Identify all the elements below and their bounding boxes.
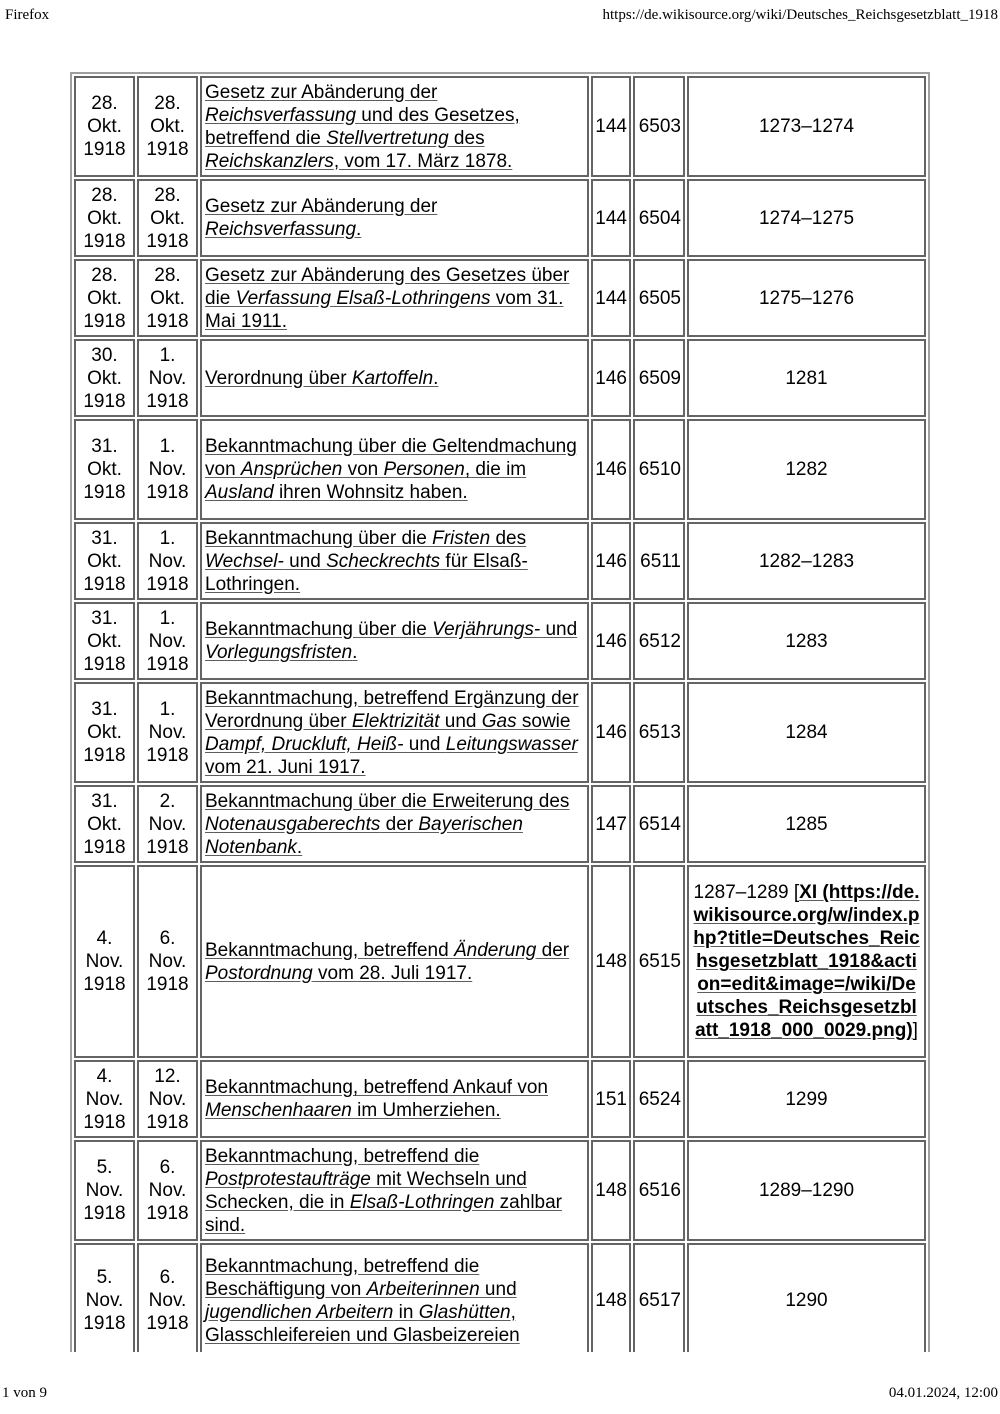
- table-row: [74, 339, 926, 417]
- cell-law-title: [200, 865, 589, 1058]
- cell-date-law: 28. Okt. 1918: [74, 259, 135, 337]
- cell-date-published: 28. Okt. 1918: [137, 259, 198, 337]
- print-header: [5, 6, 998, 24]
- cell-issue-number: 148: [591, 1140, 631, 1241]
- table-row: [74, 179, 926, 257]
- header-url: https://de.wikisource.org/wiki/Deutsches_Reichsgesetzblatt_1918: [602, 7, 998, 23]
- footer-datetime: 04.01.2024, 12:00: [888, 1385, 998, 1401]
- law-title-link: Bekanntmachung über die Fristen des Wechsel- und Scheckrechts für Elsaß-Lothringen.: [205, 527, 528, 595]
- cell-issue-number: 146: [591, 339, 631, 417]
- cell-date-published: 12. Nov. 1918: [137, 1060, 198, 1138]
- cell-page-range: 1287–1289 [XI (https://de.wikisource.org/w/index.php?title=Deutsches_Reichsgesetzblatt_1918&action=edit&image=/wiki/Deutsches_Reichsgesetzblatt_1918_000_0029.png)]: [687, 865, 926, 1058]
- cell-running-number: 6512: [633, 602, 685, 680]
- table-row: [74, 419, 926, 520]
- law-title-link: Gesetz zur Abänderung der Reichsverfassung.: [205, 196, 438, 240]
- table-row: [74, 259, 926, 337]
- cell-issue-number: 151: [591, 1060, 631, 1138]
- cell-law-title: [200, 785, 589, 863]
- cell-page-range: 1284: [687, 682, 926, 783]
- table-row: [74, 1060, 926, 1138]
- cell-date-published: 28. Okt. 1918: [137, 179, 198, 257]
- cell-page-range: 1283: [687, 602, 926, 680]
- cell-issue-number: 146: [591, 522, 631, 600]
- table-row: [74, 785, 926, 863]
- cell-running-number: 6515: [633, 865, 685, 1058]
- cell-issue-number: 146: [591, 602, 631, 680]
- cell-date-law: 4. Nov. 1918: [74, 865, 135, 1058]
- cell-law-title: [200, 1140, 589, 1241]
- law-title-link: Bekanntmachung, betreffend Änderung der Postordnung vom 28. Juli 1917.: [205, 939, 570, 984]
- cell-law-title: [200, 522, 589, 600]
- cell-issue-number: 144: [591, 179, 631, 257]
- cell-date-law: 31. Okt. 1918: [74, 419, 135, 520]
- cell-running-number: 6509: [633, 339, 685, 417]
- cell-date-law: 31. Okt. 1918: [74, 785, 135, 863]
- table-row: [74, 682, 926, 783]
- cell-page-range: 1281: [687, 339, 926, 417]
- cell-law-title: [200, 76, 589, 177]
- cell-running-number: 6511: [633, 522, 685, 600]
- cell-running-number: 6524: [633, 1060, 685, 1138]
- cell-page-range: 1289–1290: [687, 1140, 926, 1241]
- cell-date-published: 1. Nov. 1918: [137, 339, 198, 417]
- cell-date-published: 6. Nov. 1918: [137, 1140, 198, 1241]
- cell-law-title: [200, 682, 589, 783]
- law-title-link: Gesetz zur Abänderung der Reichsverfassung und des Gesetzes, betreffend die Stellvertretung des Reichskanzlers, vom 17. März 1878.: [205, 81, 520, 172]
- cell-page-range: 1274–1275: [687, 179, 926, 257]
- law-title-link: Bekanntmachung, betreffend Ergänzung der Verordnung über Elektrizität und Gas sowie Dampf, Druckluft, Heiß- und Leitungswasser vom 21. Juni 1917.: [205, 687, 579, 778]
- law-title-link: Bekanntmachung, betreffend die Postprotestaufträge mit Wechseln und Schecken, die in Elsaß-Lothringen zahlbar sind.: [205, 1145, 563, 1236]
- cell-date-law: 5. Nov. 1918: [74, 1243, 135, 1352]
- cell-law-title: [200, 602, 589, 680]
- cell-running-number: 6516: [633, 1140, 685, 1241]
- cell-issue-number: 144: [591, 76, 631, 177]
- cell-date-law: 5. Nov. 1918: [74, 1140, 135, 1241]
- law-title-link: Bekanntmachung über die Erweiterung des Notenausgaberechts der Bayerischen Notenbank.: [205, 790, 570, 858]
- table-row: [74, 1243, 926, 1352]
- header-app-name: Firefox: [5, 7, 50, 23]
- table-row: [74, 522, 926, 600]
- law-title-link: Gesetz zur Abänderung des Gesetzes über die Verfassung Elsaß-Lothringens vom 31. Mai 1911.: [205, 264, 570, 332]
- cell-running-number: 6513: [633, 682, 685, 783]
- cell-page-range: 1273–1274: [687, 76, 926, 177]
- table-row: [74, 1140, 926, 1241]
- cell-date-law: 30. Okt. 1918: [74, 339, 135, 417]
- laws-table: [70, 72, 930, 1352]
- footer-page-number: 1 von 9: [2, 1385, 47, 1401]
- cell-page-range: 1282: [687, 419, 926, 520]
- cell-running-number: 6517: [633, 1243, 685, 1352]
- cell-date-published: 1. Nov. 1918: [137, 602, 198, 680]
- cell-issue-number: 148: [591, 1243, 631, 1352]
- table-row: [74, 602, 926, 680]
- cell-date-law: 31. Okt. 1918: [74, 522, 135, 600]
- cell-law-title: [200, 339, 589, 417]
- law-title-link: Bekanntmachung, betreffend die Beschäftigung von Arbeiterinnen und jugendlichen Arbeitern in Glashütten, Glasschleifereien und Glasbeizereien: [205, 1255, 520, 1346]
- cell-law-title: [200, 179, 589, 257]
- law-title-link: Bekanntmachung über die Geltendmachung von Ansprüchen von Personen, die im Ausland ihren Wohnsitz haben.: [205, 436, 577, 503]
- cell-page-range: 1285: [687, 785, 926, 863]
- cell-date-published: 1. Nov. 1918: [137, 522, 198, 600]
- cell-page-range: 1275–1276: [687, 259, 926, 337]
- table-row: [74, 865, 926, 1058]
- cell-issue-number: 144: [591, 259, 631, 337]
- cell-page-range: 1299: [687, 1060, 926, 1138]
- cell-page-range: 1290: [687, 1243, 926, 1352]
- cell-running-number: 6510: [633, 419, 685, 520]
- cell-date-published: 1. Nov. 1918: [137, 682, 198, 783]
- cell-law-title: [200, 259, 589, 337]
- cell-issue-number: 146: [591, 682, 631, 783]
- print-footer: [2, 1384, 998, 1402]
- cell-date-published: 6. Nov. 1918: [137, 865, 198, 1058]
- cell-law-title: [200, 1060, 589, 1138]
- law-title-link: Bekanntmachung, betreffend Ankauf von Menschenhaaren im Umherziehen.: [205, 1077, 548, 1121]
- cell-page-range: 1282–1283: [687, 522, 926, 600]
- cell-issue-number: 147: [591, 785, 631, 863]
- cell-running-number: 6505: [633, 259, 685, 337]
- cell-date-published: 6. Nov. 1918: [137, 1243, 198, 1352]
- cell-date-law: 28. Okt. 1918: [74, 76, 135, 177]
- cell-date-law: 4. Nov. 1918: [74, 1060, 135, 1138]
- cell-law-title: [200, 419, 589, 520]
- cell-date-published: 28. Okt. 1918: [137, 76, 198, 177]
- cell-running-number: 6503: [633, 76, 685, 177]
- cell-issue-number: 148: [591, 865, 631, 1058]
- law-title-link: Bekanntmachung über die Verjährungs- und Vorlegungsfristen.: [205, 619, 578, 663]
- law-title-link: Verordnung über Kartoffeln.: [205, 367, 439, 389]
- cell-date-law: 28. Okt. 1918: [74, 179, 135, 257]
- cell-date-law: 31. Okt. 1918: [74, 602, 135, 680]
- cell-issue-number: 146: [591, 419, 631, 520]
- cell-running-number: 6514: [633, 785, 685, 863]
- cell-running-number: 6504: [633, 179, 685, 257]
- table-clip-region: [70, 72, 932, 1352]
- cell-date-published: 2. Nov. 1918: [137, 785, 198, 863]
- cell-date-law: 31. Okt. 1918: [74, 682, 135, 783]
- cell-law-title: [200, 1243, 589, 1352]
- cell-date-published: 1. Nov. 1918: [137, 419, 198, 520]
- table-row: [74, 76, 926, 177]
